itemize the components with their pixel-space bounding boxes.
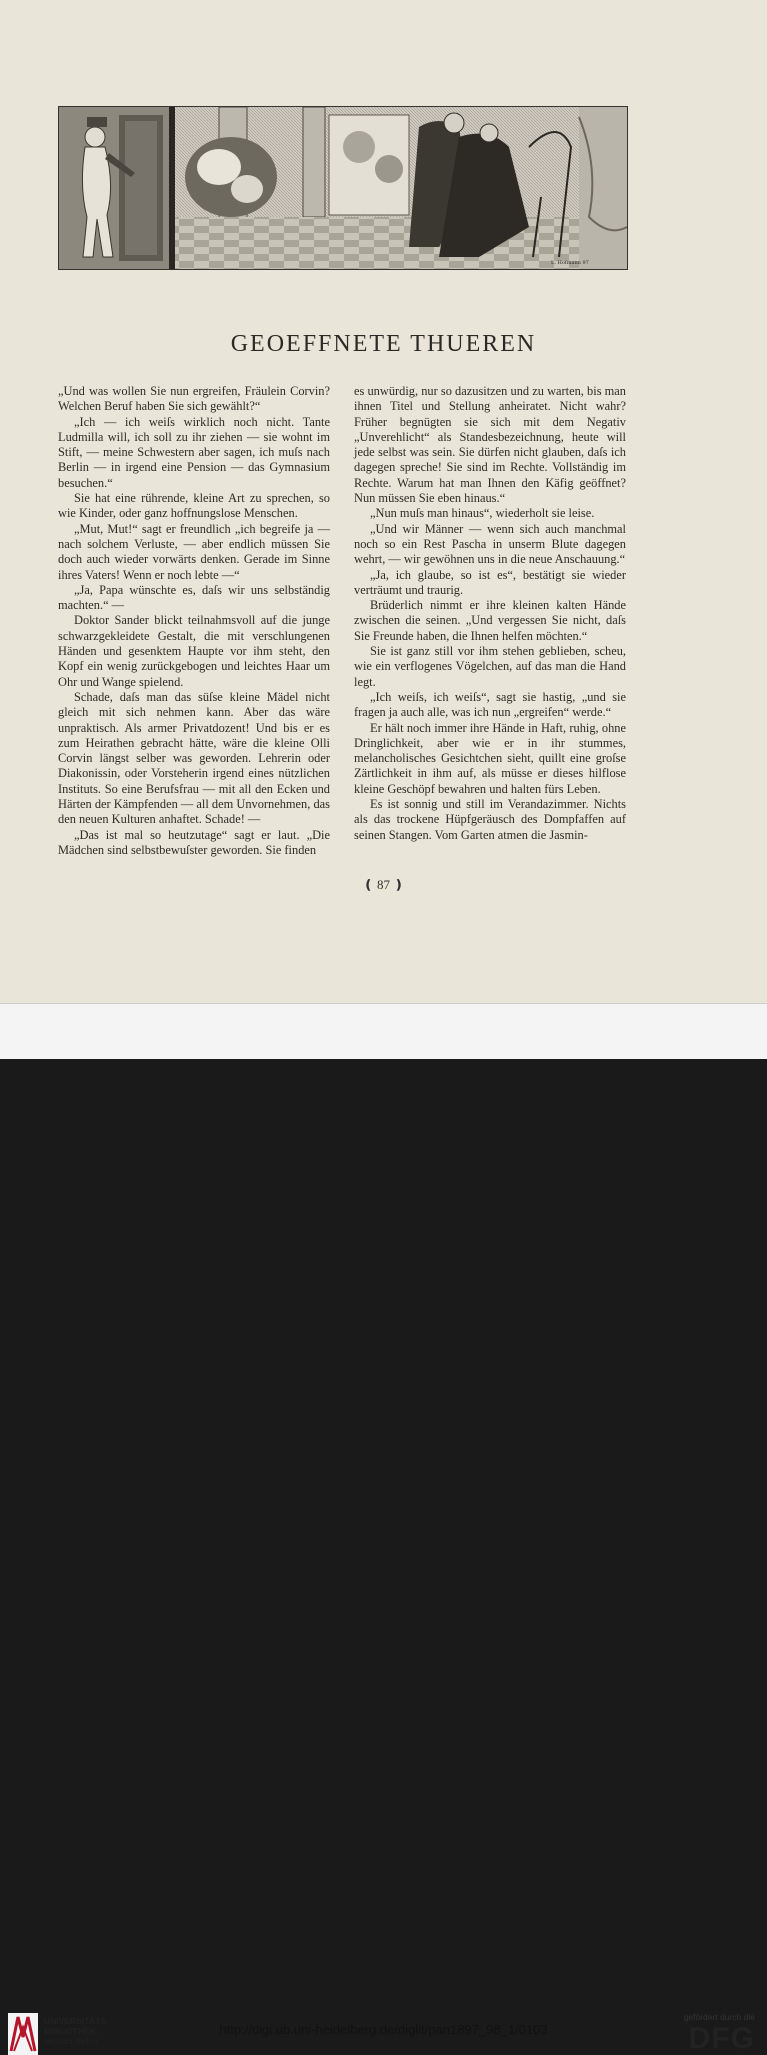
- header-illustration: [58, 106, 628, 270]
- paragraph: Sie ist ganz still vor ihm stehen geblieben, scheu, wie ein verflogenes Vögelchen, auf das man die Hand legt.: [354, 644, 626, 689]
- document-url[interactable]: http://digi.ub.uni-heidelberg.de/diglit/pan1897_98_1/0103: [219, 2022, 548, 2037]
- illustration-signature: L. Hofmann 97: [551, 260, 589, 266]
- dfg-logo[interactable]: DFG: [688, 2022, 755, 2055]
- paragraph: es unwürdig, nur so dazusitzen und zu warten, bis man ihnen Titel und Stellung anheiratet. Nicht wahr? Früher begnügten sie sich mit dem Negativ „Unverehlicht“ als Standesbezeichnung, heute will jede selbst was sein. Sie dürfen nicht glauben, daſs ich dagegen spreche! Sie sind im Rechte. Vollständig im Rechte. Warum hat man Ihnen den Käfig geöffnet? Nun müssen Sie eben hinaus.“: [354, 384, 626, 506]
- paragraph: „Ich — ich weiſs wirklich noch nicht. Tante Ludmilla will, ich soll zu ihr ziehen — sie wohnt im Stift, — meine Schwestern aber sagen, ich muſs nach Berlin — in irgend eine Pension — das Gymnasium besuchen.“: [58, 414, 330, 490]
- library-name-line: UNIVERSITÄTS-: [44, 2016, 110, 2026]
- paragraph: „Und wir Männer — wenn sich auch manchmal noch so ein Rest Pascha in unserm Blute dagegen wehrt, — wir gewöhnen uns in die neue Anschauung.“: [354, 521, 626, 567]
- paragraph: Er hält noch immer ihre Hände in Haft, ruhig, ohne Dringlichkeit, aber wie er in ihr stummes, melancholisches Gesichtchen sieht, quillt eine groſse Zärtlichkeit in ihm auf, als müsse er dieses hilflose kleine Geschöpf bewahren und halten fürs Leben.: [354, 720, 626, 796]
- illustration-engraving: [59, 107, 627, 269]
- paragraph: „Und was wollen Sie nun ergreifen, Fräulein Corvin? Welchen Beruf haben Sie sich gewählt?“: [58, 384, 330, 414]
- viewer-footer: [0, 1003, 767, 2055]
- paragraph: „Ja, Papa wünschte es, daſs wir uns selbständig machten.“ —: [58, 582, 330, 613]
- paragraph: Doktor Sander blickt teilnahmsvoll auf die junge schwarzgekleidete Gestalt, die mit verschlungenen Händen und gesenktem Haupte vor ihm steht, den Kopf ein wenig zurückgebogen und leichtes Haar um Ohr und Wange spielend.: [58, 613, 330, 689]
- page-number: ❪ 87 ❫: [362, 877, 405, 892]
- paragraph: Es ist sonnig und still im Verandazimmer. Nichts als das trockene Hüpfgeräusch des Dompfaffen auf seinen Stangen. Vom Garten atmen die Jasmin-: [354, 797, 626, 842]
- paragraph: Sie hat eine rührende, kleine Art zu sprechen, so wie Kinder, oder ganz hoffnungslose Menschen.: [58, 491, 330, 521]
- paragraph: „Ja, ich glaube, so ist es“, bestätigt sie wieder verträumt und traurig.: [354, 567, 626, 597]
- paragraph: „Ich weiſs, ich weiſs“, sagt sie hastig, „und sie fragen ja auch alle, was ich nun „ergreifen“ werde.“: [354, 689, 626, 720]
- library-city: HEIDELBERG: [44, 2036, 99, 2046]
- scanned-page: [0, 0, 767, 1003]
- paragraph: „Mut, Mut!“ sagt er freundlich „ich begreife ja — nach solchem Verluste, — aber endlich müssen Sie doch auch wieder vorwärts denken. Gerade im Sinne ihres Vaters! Wenn er noch lebte —“: [58, 521, 330, 582]
- funding-note: gefördert durch die: [683, 2012, 755, 2022]
- paragraph: Schade, daſs man das süſse kleine Mädel nicht gleich mit sich nehmen kann. Aber das wäre unpraktisch. Als armer Privatdozent! Und bis er es zum Heirathen gebracht hätte, wäre die kleine Olli Corvin längst selber was geworden. Lehrerin oder Diakonissin, oder Vorsteherin irgend eines nützlichen Instituts. So eine Berufsfrau — mit all den Ecken und Härten der Kämpfenden — all dem Unvornehmen, das den neuen Kulturen anhaftet. Schade! —: [58, 689, 330, 827]
- right-text-column: [354, 384, 626, 843]
- paragraph: „Nun muſs man hinaus“, wiederholt sie leise.: [370, 506, 595, 521]
- library-name-line: BIBLIOTHEK: [44, 2026, 96, 2036]
- left-text-column: [58, 384, 330, 858]
- paragraph: „Das ist mal so heutzutage“ sagt er laut. „Die Mädchen sind selbstbewuſster geworden. Sie finden: [58, 827, 330, 857]
- paragraph: Brüderlich nimmt er ihre kleinen kalten Hände zwischen die seinen. „Und vergessen Sie nicht, daſs Sie Freunde haben, die Ihnen helfen möchten.“: [354, 598, 626, 643]
- article-title: GEOEFFNETE THUEREN: [230, 331, 537, 357]
